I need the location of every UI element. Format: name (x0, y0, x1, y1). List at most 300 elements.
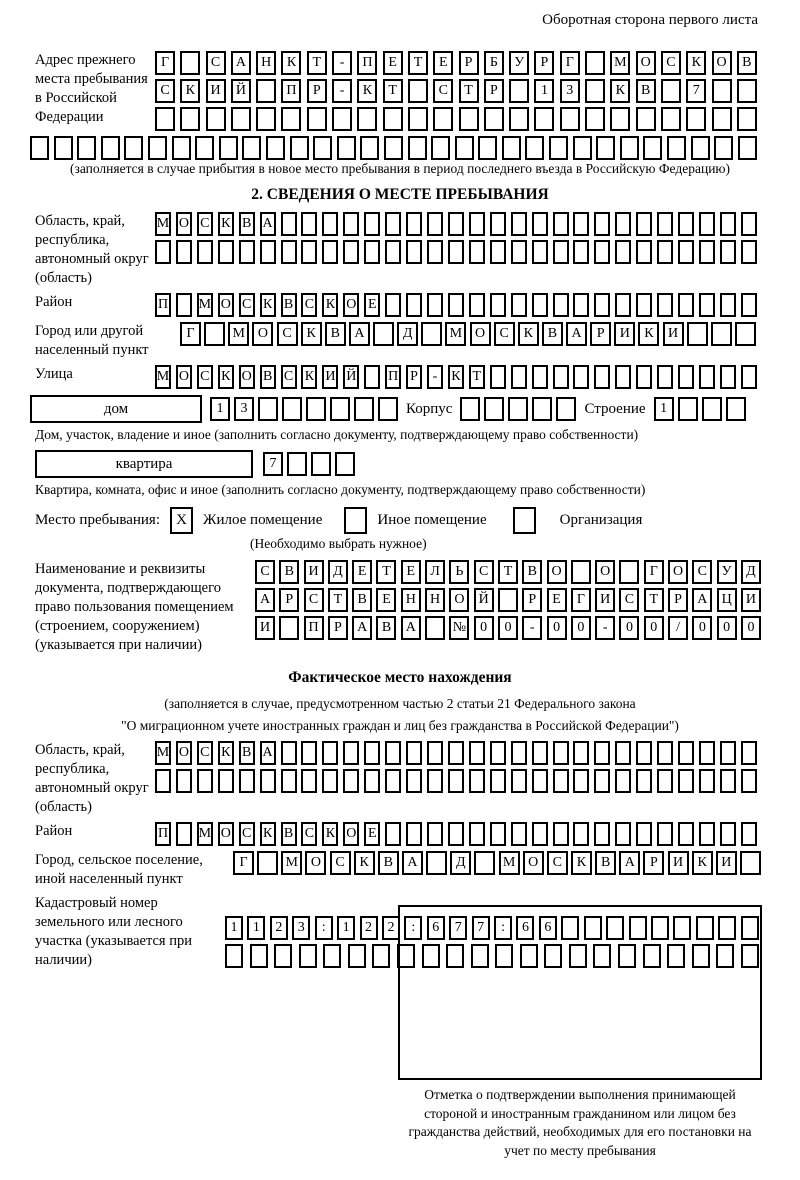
char-cell[interactable]: 6 (539, 916, 557, 940)
char-cell[interactable]: В (260, 365, 276, 389)
char-cell[interactable]: А (401, 616, 421, 640)
char-cell[interactable]: Д (450, 851, 471, 875)
char-cell[interactable] (498, 588, 518, 612)
char-cell[interactable] (490, 212, 506, 236)
char-cell[interactable] (553, 293, 569, 317)
char-cell[interactable]: - (522, 616, 542, 640)
char-cell[interactable]: К (610, 79, 630, 103)
char-cell[interactable] (373, 322, 394, 346)
char-cell[interactable]: Н (425, 588, 445, 612)
char-cell[interactable] (343, 240, 359, 264)
char-cell[interactable] (385, 212, 401, 236)
char-cell[interactable]: К (281, 51, 301, 75)
char-cell[interactable] (323, 944, 341, 968)
char-cell[interactable]: А (349, 322, 370, 346)
char-cell[interactable] (281, 741, 297, 765)
char-cell[interactable]: 1 (247, 916, 265, 940)
char-cell[interactable]: Р (484, 79, 504, 103)
char-cell[interactable]: П (155, 822, 171, 846)
char-cell[interactable] (615, 769, 631, 793)
char-cell[interactable] (678, 365, 694, 389)
char-cell[interactable] (661, 79, 681, 103)
char-cell[interactable]: Т (459, 79, 479, 103)
char-cell[interactable] (281, 240, 297, 264)
char-cell[interactable] (427, 212, 443, 236)
char-cell[interactable]: О (668, 560, 688, 584)
char-cell[interactable]: : (494, 916, 512, 940)
char-cell[interactable] (573, 136, 592, 160)
char-cell[interactable]: С (239, 822, 255, 846)
char-cell[interactable]: С (155, 79, 175, 103)
char-cell[interactable] (459, 107, 479, 131)
char-cell[interactable]: Е (364, 293, 380, 317)
char-cell[interactable] (322, 769, 338, 793)
char-cell[interactable] (406, 769, 422, 793)
char-cell[interactable]: В (636, 79, 656, 103)
char-cell[interactable]: 6 (516, 916, 534, 940)
char-cell[interactable] (720, 769, 736, 793)
char-cell[interactable] (573, 822, 589, 846)
char-cell[interactable]: А (692, 588, 712, 612)
char-cell[interactable]: 0 (717, 616, 737, 640)
char-cell[interactable]: О (239, 365, 255, 389)
char-cell[interactable]: Б (484, 51, 504, 75)
char-cell[interactable]: № (449, 616, 469, 640)
char-cell[interactable]: А (260, 212, 276, 236)
char-cell[interactable] (532, 240, 548, 264)
char-cell[interactable]: В (595, 851, 616, 875)
char-cell[interactable]: 1 (534, 79, 554, 103)
char-cell[interactable] (406, 212, 422, 236)
char-cell[interactable]: 7 (472, 916, 490, 940)
char-cell[interactable]: 0 (692, 616, 712, 640)
char-cell[interactable] (274, 944, 292, 968)
char-cell[interactable] (322, 212, 338, 236)
char-cell[interactable] (615, 365, 631, 389)
char-cell[interactable]: В (352, 588, 372, 612)
char-cell[interactable] (678, 240, 694, 264)
char-cell[interactable]: О (305, 851, 326, 875)
char-cell[interactable] (490, 769, 506, 793)
char-cell[interactable] (218, 769, 234, 793)
char-cell[interactable]: С (197, 365, 213, 389)
char-cell[interactable] (619, 560, 639, 584)
char-cell[interactable] (594, 293, 610, 317)
char-cell[interactable]: К (260, 822, 276, 846)
char-cell[interactable] (553, 741, 569, 765)
char-cell[interactable] (425, 616, 445, 640)
char-cell[interactable]: С (239, 293, 255, 317)
char-cell[interactable] (636, 769, 652, 793)
char-cell[interactable] (657, 365, 673, 389)
char-cell[interactable] (282, 397, 302, 421)
char-cell[interactable] (741, 822, 757, 846)
char-cell[interactable]: С (301, 822, 317, 846)
char-cell[interactable] (260, 240, 276, 264)
char-cell[interactable]: О (176, 741, 192, 765)
char-cell[interactable] (180, 107, 200, 131)
char-cell[interactable] (738, 136, 757, 160)
char-cell[interactable] (195, 136, 214, 160)
char-cell[interactable] (699, 822, 715, 846)
char-cell[interactable] (615, 212, 631, 236)
char-cell[interactable]: В (239, 212, 255, 236)
char-cell[interactable] (206, 107, 226, 131)
char-cell[interactable] (372, 944, 390, 968)
char-cell[interactable] (77, 136, 96, 160)
char-cell[interactable] (511, 212, 527, 236)
char-cell[interactable]: 3 (234, 397, 254, 421)
checkbox-residential[interactable]: X (170, 507, 193, 534)
char-cell[interactable]: М (155, 212, 171, 236)
char-cell[interactable] (712, 79, 732, 103)
char-cell[interactable] (250, 944, 268, 968)
char-cell[interactable]: К (692, 851, 713, 875)
char-cell[interactable] (740, 851, 761, 875)
char-cell[interactable] (281, 212, 297, 236)
char-cell[interactable]: Р (643, 851, 664, 875)
char-cell[interactable] (322, 240, 338, 264)
char-cell[interactable] (571, 560, 591, 584)
char-cell[interactable] (484, 397, 504, 421)
char-cell[interactable]: С (619, 588, 639, 612)
char-cell[interactable] (176, 822, 192, 846)
char-cell[interactable] (678, 822, 694, 846)
char-cell[interactable]: К (260, 293, 276, 317)
char-cell[interactable] (511, 240, 527, 264)
char-cell[interactable]: И (322, 365, 338, 389)
char-cell[interactable]: М (155, 741, 171, 765)
char-cell[interactable]: Е (433, 51, 453, 75)
char-cell[interactable]: 0 (741, 616, 761, 640)
char-cell[interactable]: 3 (560, 79, 580, 103)
char-cell[interactable]: У (717, 560, 737, 584)
char-cell[interactable]: С (255, 560, 275, 584)
char-cell[interactable] (720, 240, 736, 264)
char-cell[interactable] (408, 107, 428, 131)
char-cell[interactable] (311, 452, 331, 476)
char-cell[interactable]: Т (383, 79, 403, 103)
char-cell[interactable]: В (737, 51, 757, 75)
char-cell[interactable] (290, 136, 309, 160)
char-cell[interactable] (176, 240, 192, 264)
char-cell[interactable]: П (281, 79, 301, 103)
char-cell[interactable]: : (315, 916, 333, 940)
char-cell[interactable] (636, 107, 656, 131)
char-cell[interactable] (385, 769, 401, 793)
char-cell[interactable] (532, 822, 548, 846)
char-cell[interactable] (176, 293, 192, 317)
char-cell[interactable] (511, 769, 527, 793)
char-cell[interactable] (699, 212, 715, 236)
char-cell[interactable]: И (255, 616, 275, 640)
char-cell[interactable] (643, 136, 662, 160)
char-cell[interactable] (594, 769, 610, 793)
char-cell[interactable]: И (663, 322, 684, 346)
char-cell[interactable] (364, 365, 380, 389)
char-cell[interactable] (383, 107, 403, 131)
char-cell[interactable]: 3 (292, 916, 310, 940)
char-cell[interactable] (509, 79, 529, 103)
char-cell[interactable] (490, 822, 506, 846)
char-cell[interactable]: С (547, 851, 568, 875)
char-cell[interactable] (266, 136, 285, 160)
char-cell[interactable] (448, 240, 464, 264)
char-cell[interactable] (661, 107, 681, 131)
char-cell[interactable] (427, 240, 443, 264)
char-cell[interactable] (301, 741, 317, 765)
char-cell[interactable]: Т (469, 365, 485, 389)
char-cell[interactable] (287, 452, 307, 476)
char-cell[interactable]: Е (352, 560, 372, 584)
char-cell[interactable] (532, 212, 548, 236)
char-cell[interactable] (573, 365, 589, 389)
char-cell[interactable] (360, 136, 379, 160)
char-cell[interactable]: Г (233, 851, 254, 875)
char-cell[interactable] (427, 293, 443, 317)
char-cell[interactable] (511, 741, 527, 765)
char-cell[interactable]: Е (547, 588, 567, 612)
char-cell[interactable] (636, 212, 652, 236)
char-cell[interactable] (484, 107, 504, 131)
char-cell[interactable]: В (281, 822, 297, 846)
char-cell[interactable]: С (474, 560, 494, 584)
char-cell[interactable]: В (279, 560, 299, 584)
char-cell[interactable] (239, 769, 255, 793)
char-cell[interactable]: - (332, 51, 352, 75)
apartment-type-box[interactable]: квартира (35, 450, 253, 478)
char-cell[interactable] (469, 822, 485, 846)
char-cell[interactable] (573, 741, 589, 765)
char-cell[interactable] (657, 240, 673, 264)
char-cell[interactable] (553, 822, 569, 846)
char-cell[interactable] (385, 240, 401, 264)
char-cell[interactable] (448, 741, 464, 765)
char-cell[interactable]: О (218, 822, 234, 846)
char-cell[interactable] (239, 240, 255, 264)
char-cell[interactable] (431, 136, 450, 160)
char-cell[interactable] (573, 293, 589, 317)
char-cell[interactable] (343, 769, 359, 793)
char-cell[interactable]: О (547, 560, 567, 584)
char-cell[interactable] (155, 769, 171, 793)
char-cell[interactable] (678, 769, 694, 793)
char-cell[interactable] (699, 365, 715, 389)
char-cell[interactable] (691, 136, 710, 160)
char-cell[interactable] (385, 293, 401, 317)
char-cell[interactable] (678, 293, 694, 317)
char-cell[interactable]: 7 (263, 452, 283, 476)
char-cell[interactable] (594, 212, 610, 236)
char-cell[interactable] (532, 365, 548, 389)
char-cell[interactable] (556, 397, 576, 421)
char-cell[interactable] (257, 851, 278, 875)
char-cell[interactable] (427, 769, 443, 793)
char-cell[interactable]: О (176, 212, 192, 236)
char-cell[interactable]: О (712, 51, 732, 75)
char-cell[interactable]: В (542, 322, 563, 346)
char-cell[interactable]: - (332, 79, 352, 103)
char-cell[interactable]: 7 (449, 916, 467, 940)
char-cell[interactable]: С (197, 741, 213, 765)
char-cell[interactable]: П (385, 365, 401, 389)
char-cell[interactable]: 0 (474, 616, 494, 640)
char-cell[interactable]: У (509, 51, 529, 75)
char-cell[interactable]: К (357, 79, 377, 103)
char-cell[interactable]: П (357, 51, 377, 75)
char-cell[interactable]: А (231, 51, 251, 75)
char-cell[interactable]: А (255, 588, 275, 612)
char-cell[interactable] (490, 240, 506, 264)
char-cell[interactable] (279, 616, 299, 640)
char-cell[interactable] (307, 107, 327, 131)
char-cell[interactable]: О (176, 365, 192, 389)
char-cell[interactable]: С (494, 322, 515, 346)
char-cell[interactable] (357, 107, 377, 131)
char-cell[interactable] (474, 851, 495, 875)
char-cell[interactable]: Т (408, 51, 428, 75)
char-cell[interactable] (560, 107, 580, 131)
char-cell[interactable]: 0 (547, 616, 567, 640)
char-cell[interactable]: К (322, 293, 338, 317)
char-cell[interactable]: О (636, 51, 656, 75)
char-cell[interactable] (636, 822, 652, 846)
char-cell[interactable] (511, 365, 527, 389)
char-cell[interactable] (594, 822, 610, 846)
char-cell[interactable]: Е (364, 822, 380, 846)
char-cell[interactable] (720, 741, 736, 765)
char-cell[interactable] (124, 136, 143, 160)
char-cell[interactable]: И (614, 322, 635, 346)
char-cell[interactable] (335, 452, 355, 476)
char-cell[interactable] (469, 293, 485, 317)
char-cell[interactable]: П (155, 293, 171, 317)
char-cell[interactable]: Г (644, 560, 664, 584)
char-cell[interactable]: И (716, 851, 737, 875)
char-cell[interactable] (573, 769, 589, 793)
char-cell[interactable]: Р (406, 365, 422, 389)
char-cell[interactable] (448, 769, 464, 793)
char-cell[interactable]: Р (668, 588, 688, 612)
char-cell[interactable] (378, 397, 398, 421)
char-cell[interactable]: Й (474, 588, 494, 612)
char-cell[interactable]: 0 (619, 616, 639, 640)
char-cell[interactable]: К (218, 741, 234, 765)
char-cell[interactable] (553, 769, 569, 793)
char-cell[interactable]: М (155, 365, 171, 389)
char-cell[interactable]: К (354, 851, 375, 875)
char-cell[interactable]: Р (534, 51, 554, 75)
char-cell[interactable]: Ц (717, 588, 737, 612)
char-cell[interactable]: В (522, 560, 542, 584)
char-cell[interactable] (532, 397, 552, 421)
char-cell[interactable]: Т (498, 560, 518, 584)
char-cell[interactable] (714, 136, 733, 160)
char-cell[interactable]: Д (328, 560, 348, 584)
char-cell[interactable] (306, 397, 326, 421)
char-cell[interactable] (180, 51, 200, 75)
char-cell[interactable]: А (352, 616, 372, 640)
char-cell[interactable] (364, 212, 380, 236)
char-cell[interactable] (101, 136, 120, 160)
char-cell[interactable] (657, 822, 673, 846)
char-cell[interactable] (720, 212, 736, 236)
char-cell[interactable] (615, 293, 631, 317)
char-cell[interactable] (384, 136, 403, 160)
char-cell[interactable]: И (304, 560, 324, 584)
char-cell[interactable]: 1 (210, 397, 230, 421)
char-cell[interactable] (225, 944, 243, 968)
char-cell[interactable] (421, 322, 442, 346)
char-cell[interactable]: 6 (427, 916, 445, 940)
char-cell[interactable] (532, 293, 548, 317)
char-cell[interactable] (657, 769, 673, 793)
char-cell[interactable]: Е (401, 560, 421, 584)
char-cell[interactable] (657, 741, 673, 765)
char-cell[interactable] (469, 741, 485, 765)
char-cell[interactable]: М (197, 822, 213, 846)
char-cell[interactable] (596, 136, 615, 160)
char-cell[interactable] (406, 293, 422, 317)
char-cell[interactable]: С (281, 365, 297, 389)
char-cell[interactable]: К (571, 851, 592, 875)
char-cell[interactable] (385, 741, 401, 765)
char-cell[interactable]: К (322, 822, 338, 846)
char-cell[interactable] (699, 769, 715, 793)
char-cell[interactable] (448, 293, 464, 317)
char-cell[interactable]: Р (279, 588, 299, 612)
char-cell[interactable]: 1 (654, 397, 674, 421)
char-cell[interactable] (549, 136, 568, 160)
char-cell[interactable] (332, 107, 352, 131)
char-cell[interactable] (657, 212, 673, 236)
char-cell[interactable]: С (661, 51, 681, 75)
char-cell[interactable]: К (686, 51, 706, 75)
char-cell[interactable] (242, 136, 261, 160)
char-cell[interactable]: К (638, 322, 659, 346)
char-cell[interactable]: 0 (498, 616, 518, 640)
char-cell[interactable]: И (206, 79, 226, 103)
char-cell[interactable]: И (741, 588, 761, 612)
char-cell[interactable] (490, 741, 506, 765)
char-cell[interactable] (406, 741, 422, 765)
char-cell[interactable]: Р (328, 616, 348, 640)
char-cell[interactable] (741, 293, 757, 317)
char-cell[interactable] (433, 107, 453, 131)
char-cell[interactable] (511, 293, 527, 317)
char-cell[interactable]: Й (343, 365, 359, 389)
char-cell[interactable]: О (343, 822, 359, 846)
char-cell[interactable] (585, 107, 605, 131)
char-cell[interactable] (508, 397, 528, 421)
char-cell[interactable] (343, 741, 359, 765)
char-cell[interactable]: В (239, 741, 255, 765)
char-cell[interactable]: С (301, 293, 317, 317)
char-cell[interactable]: Д (397, 322, 418, 346)
char-cell[interactable]: 1 (337, 916, 355, 940)
char-cell[interactable]: П (304, 616, 324, 640)
char-cell[interactable] (301, 212, 317, 236)
char-cell[interactable]: Д (741, 560, 761, 584)
char-cell[interactable] (726, 397, 746, 421)
char-cell[interactable] (427, 822, 443, 846)
char-cell[interactable] (720, 822, 736, 846)
char-cell[interactable] (573, 240, 589, 264)
char-cell[interactable] (301, 240, 317, 264)
char-cell[interactable] (615, 822, 631, 846)
char-cell[interactable]: Н (256, 51, 276, 75)
char-cell[interactable] (301, 769, 317, 793)
